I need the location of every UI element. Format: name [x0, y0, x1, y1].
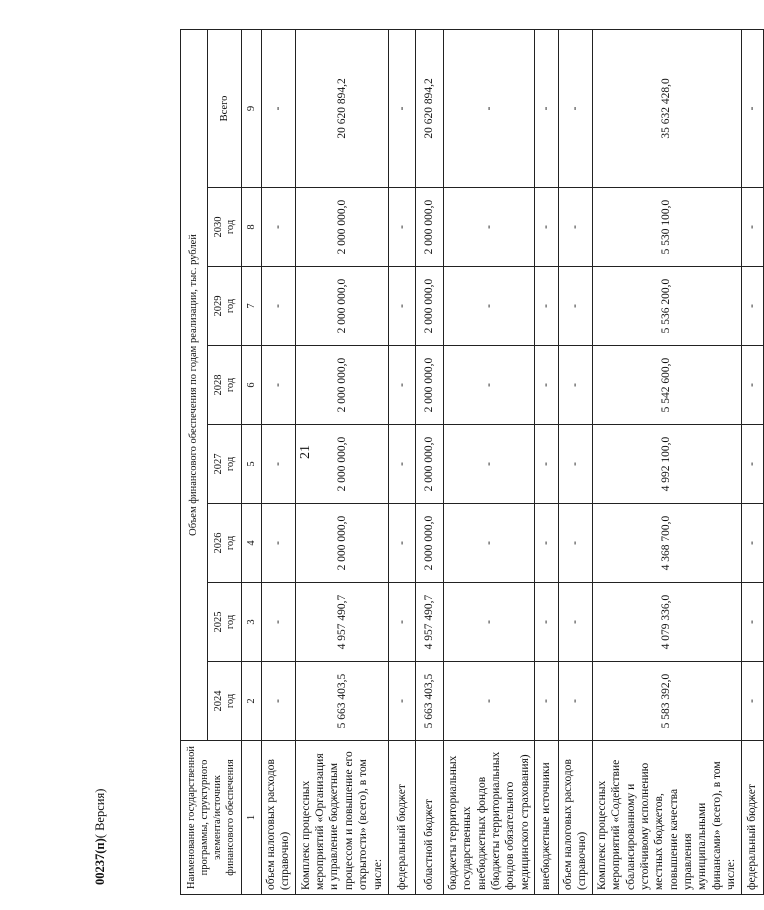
table-row — [535, 29, 559, 894]
cell-value: 5 663 403,5 — [295, 662, 388, 741]
header-year-2027: 2027 год — [208, 425, 242, 504]
cell-value: - — [443, 583, 534, 662]
cell-value: - — [262, 425, 296, 504]
cell-value: - — [388, 346, 415, 425]
table-row — [388, 29, 415, 894]
table-row — [592, 29, 741, 894]
cell-value: 20 620 894,2 — [415, 29, 443, 187]
cell-value: - — [443, 504, 534, 583]
cell-value: - — [535, 29, 559, 187]
column-number: 3 — [242, 583, 262, 662]
header-year-2029: 2029 год — [208, 267, 242, 346]
table-row — [295, 29, 388, 894]
cell-value: 5 536 200,0 — [592, 267, 741, 346]
cell-value: - — [443, 425, 534, 504]
cell-value: - — [535, 425, 559, 504]
cell-value: - — [559, 425, 593, 504]
cell-value: 4 957 490,7 — [415, 583, 443, 662]
cell-value: - — [262, 346, 296, 425]
cell-value: - — [741, 346, 763, 425]
cell-value: 2 000 000,0 — [415, 346, 443, 425]
row-name: объем налоговых расходов (справочно) — [559, 741, 593, 895]
cell-value: - — [535, 583, 559, 662]
column-number: 8 — [242, 188, 262, 267]
cell-value: - — [443, 662, 534, 741]
cell-value: 2 000 000,0 — [295, 267, 388, 346]
row-name: федеральный бюджет — [388, 741, 415, 895]
cell-value: - — [443, 29, 534, 187]
cell-value: 2 000 000,0 — [295, 346, 388, 425]
cell-value: 2 000 000,0 — [295, 504, 388, 583]
cell-value: 5 542 600,0 — [592, 346, 741, 425]
cell-value: 20 620 894,2 — [295, 29, 388, 187]
cell-value: 4 992 100,0 — [592, 425, 741, 504]
header-year-2026: 2026 год — [208, 504, 242, 583]
cell-value: - — [388, 662, 415, 741]
document-footer-code — [92, 645, 108, 885]
header-financing-span: Объем финансового обеспечения по годам реализации, тыс. рублей — [181, 29, 208, 740]
rotated-page-content — [180, 30, 758, 895]
page-number: 21 — [298, 445, 313, 459]
column-number: 6 — [242, 346, 262, 425]
cell-value: - — [559, 267, 593, 346]
cell-value: - — [388, 504, 415, 583]
cell-value: - — [535, 346, 559, 425]
cell-value: - — [535, 662, 559, 741]
cell-value: - — [443, 188, 534, 267]
column-number: 4 — [242, 504, 262, 583]
cell-value: - — [741, 188, 763, 267]
cell-value: - — [559, 662, 593, 741]
cell-value: 2 000 000,0 — [415, 504, 443, 583]
cell-value: - — [559, 346, 593, 425]
cell-value: - — [262, 583, 296, 662]
header-year-2030: 2030 год — [208, 188, 242, 267]
cell-value: 35 632 428,0 — [592, 29, 741, 187]
cell-value: - — [741, 267, 763, 346]
column-number: 1 — [242, 741, 262, 895]
column-number: 2 — [242, 662, 262, 741]
cell-value: 5 663 403,5 — [415, 662, 443, 741]
row-name: Комплекс процессных мероприятий «Содействие сбалансированному и устойчивому исполнению местных бюджетов, повышение качества управления муниципальными финансами» (всего), в том числе: — [592, 741, 741, 895]
header-year-2025: 2025 год — [208, 583, 242, 662]
cell-value: 4 368 700,0 — [592, 504, 741, 583]
cell-value: - — [559, 188, 593, 267]
cell-value: - — [535, 267, 559, 346]
cell-value: - — [741, 29, 763, 187]
cell-value: - — [262, 267, 296, 346]
cell-value: - — [741, 504, 763, 583]
cell-value: - — [443, 346, 534, 425]
table-row — [741, 29, 763, 894]
cell-value: - — [388, 267, 415, 346]
header-name-cell: Наименование государственной программы, структурного элемента/источник финансового обеспечения — [181, 741, 242, 895]
cell-value: - — [741, 425, 763, 504]
cell-value: - — [535, 504, 559, 583]
cell-value: - — [535, 188, 559, 267]
table-row — [415, 29, 443, 894]
row-name: федеральный бюджет — [741, 741, 763, 895]
cell-value: 2 000 000,0 — [415, 267, 443, 346]
cell-value: - — [262, 188, 296, 267]
table-row — [443, 29, 534, 894]
table-row — [559, 29, 593, 894]
cell-value: 2 000 000,0 — [295, 188, 388, 267]
cell-value: - — [262, 504, 296, 583]
cell-value: - — [559, 504, 593, 583]
cell-value: - — [388, 188, 415, 267]
column-number-row — [242, 29, 262, 894]
table-row — [262, 29, 296, 894]
cell-value: 5 583 392,0 — [592, 662, 741, 741]
row-name: Комплекс процессных мероприятий «Организация и управление бюджетным процессом и повышение его открытости» (всего), в том числе: — [295, 741, 388, 895]
cell-value: - — [741, 583, 763, 662]
cell-value: - — [559, 583, 593, 662]
cell-value: - — [388, 425, 415, 504]
column-number: 5 — [242, 425, 262, 504]
row-name: областной бюджет — [415, 741, 443, 895]
header-year-2028: 2028 год — [208, 346, 242, 425]
cell-value: - — [262, 662, 296, 741]
financing-table — [180, 29, 764, 895]
cell-value: - — [559, 29, 593, 187]
column-number: 9 — [242, 29, 262, 187]
cell-value: - — [388, 583, 415, 662]
cell-value: - — [388, 29, 415, 187]
cell-value: - — [741, 662, 763, 741]
header-total: Всего — [208, 29, 242, 187]
footer-version: ( Версия) — [93, 788, 107, 839]
cell-value: 2 000 000,0 — [295, 425, 388, 504]
cell-value: 4 957 490,7 — [295, 583, 388, 662]
cell-value: 2 000 000,0 — [415, 188, 443, 267]
column-number: 7 — [242, 267, 262, 346]
row-name: объем налоговых расходов (справочно) — [262, 741, 296, 895]
header-year-2024: 2024 год — [208, 662, 242, 741]
footer-code: 00237(п) — [93, 838, 107, 885]
cell-value: - — [443, 267, 534, 346]
cell-value: 2 000 000,0 — [415, 425, 443, 504]
cell-value: 4 079 336,0 — [592, 583, 741, 662]
cell-value: 5 530 100,0 — [592, 188, 741, 267]
row-name: внебюджетные источники — [535, 741, 559, 895]
row-name: бюджеты территориальных государственных внебюджетных фондов (бюджеты территориальных фондов обязательного медицинского страхования) — [443, 741, 534, 895]
cell-value: - — [262, 29, 296, 187]
